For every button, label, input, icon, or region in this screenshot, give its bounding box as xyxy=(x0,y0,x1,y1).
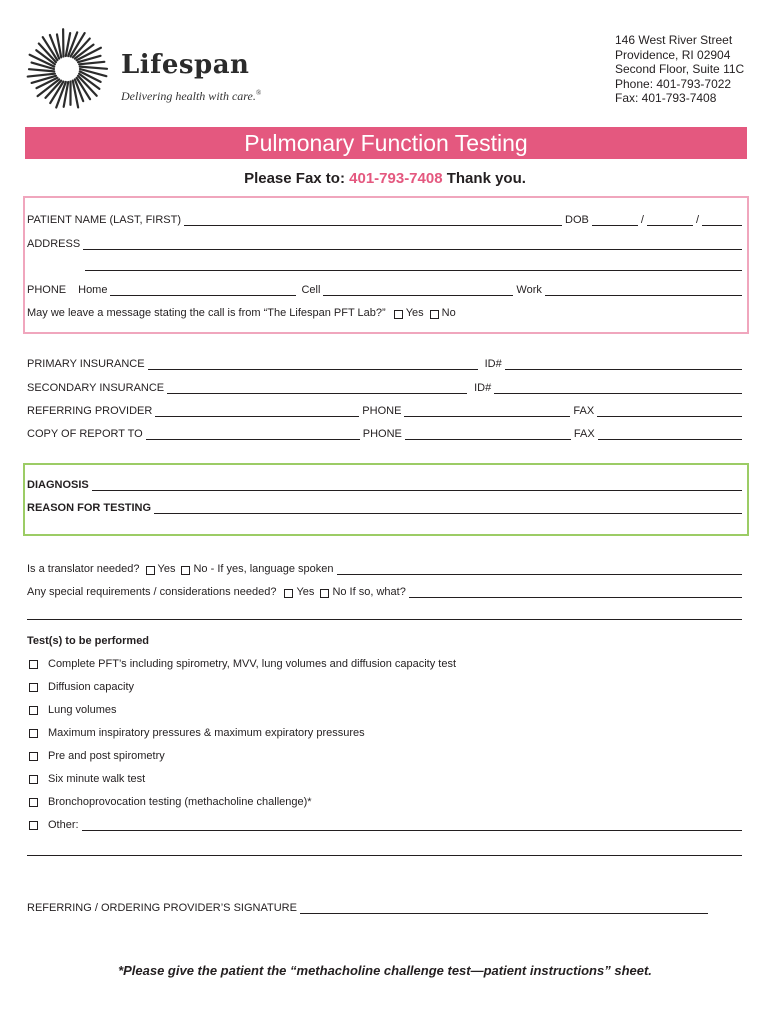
logo-ray xyxy=(80,67,107,69)
other-test-line2[interactable] xyxy=(27,855,742,856)
diagnosis-row: DIAGNOSIS xyxy=(27,477,742,491)
footnote: *Please give the patient the “methacholine challenge test—patient instructions” sheet. xyxy=(118,963,652,978)
language-field[interactable] xyxy=(337,564,742,575)
address-line: Second Floor, Suite 11C xyxy=(615,62,745,76)
test-item: Lung volumes xyxy=(27,704,117,716)
test-checkbox[interactable] xyxy=(29,683,38,692)
logo-ray xyxy=(28,74,55,77)
test-checkbox[interactable] xyxy=(29,729,38,738)
other-test-field[interactable] xyxy=(82,820,742,831)
work-phone-field[interactable] xyxy=(545,285,742,296)
reason-row: REASON FOR TESTING xyxy=(27,500,742,514)
special-requirements-line2[interactable] xyxy=(27,619,742,620)
secondary-id-field[interactable] xyxy=(494,383,742,394)
test-item-other: Other: xyxy=(27,819,742,831)
referring-fax-field[interactable] xyxy=(597,406,742,417)
signature-row: REFERRING / ORDERING PROVIDER’S SIGNATURE xyxy=(27,900,708,914)
address-line: 146 West River Street xyxy=(615,33,733,47)
test-checkbox[interactable] xyxy=(29,752,38,761)
address-row: ADDRESS xyxy=(27,236,742,250)
copy-phone-field[interactable] xyxy=(405,429,571,440)
address-field-line2[interactable] xyxy=(85,270,742,271)
test-checkbox[interactable] xyxy=(29,706,38,715)
test-checkbox[interactable] xyxy=(29,775,38,784)
phone-row: PHONE Home Cell Work xyxy=(27,282,742,296)
address-line: Providence, RI 02904 xyxy=(615,47,731,62)
test-item: Six minute walk test xyxy=(27,773,145,785)
translator-no-checkbox[interactable] xyxy=(181,566,190,575)
logo-ray xyxy=(29,69,54,71)
referring-provider-field[interactable] xyxy=(155,406,359,417)
dob-year-field[interactable] xyxy=(702,215,742,226)
fax-number: 401-793-7408 xyxy=(349,170,443,187)
reason-field[interactable] xyxy=(154,503,742,514)
dob-day-field[interactable] xyxy=(647,215,693,226)
message-no-checkbox[interactable] xyxy=(430,310,439,319)
page-title: Pulmonary Function Testing xyxy=(244,130,528,156)
address-phone: Phone: 401-793-7022 xyxy=(615,76,732,91)
patient-name-row: PATIENT NAME (LAST, FIRST) DOB / / xyxy=(27,212,742,226)
test-checkbox[interactable] xyxy=(29,798,38,807)
test-item: Bronchoprovocation testing (methacholine challenge)* xyxy=(27,796,312,808)
secondary-insurance-row: SECONDARY INSURANCE ID# xyxy=(27,380,742,394)
test-item: Complete PFT’s including spirometry, MVV, lung volumes and diffusion capacity test xyxy=(27,658,456,670)
dob-month-field[interactable] xyxy=(592,215,638,226)
message-yes-checkbox[interactable] xyxy=(394,310,403,319)
message-permission-row: May we leave a message stating the call is from “The Lifespan PFT Lab?” Yes No xyxy=(27,307,456,319)
test-item: Maximum inspiratory pressures & maximum expiratory pressures xyxy=(27,727,365,739)
referring-provider-row: REFERRING PROVIDER PHONE FAX xyxy=(27,403,742,417)
primary-insurance-row: PRIMARY INSURANCE ID# xyxy=(27,356,742,370)
fax-instruction: Please Fax to: 401-793-7408 Thank you. xyxy=(244,170,526,187)
special-yes-checkbox[interactable] xyxy=(284,589,293,598)
title-banner xyxy=(25,127,747,159)
brand-tagline: Delivering health with care.® xyxy=(121,89,262,103)
test-checkbox[interactable] xyxy=(29,660,38,669)
home-phone-field[interactable] xyxy=(110,285,296,296)
translator-row: Is a translator needed? Yes No - If yes, language spoken xyxy=(27,561,742,575)
special-no-checkbox[interactable] xyxy=(320,589,329,598)
address-field[interactable] xyxy=(83,239,742,250)
primary-id-field[interactable] xyxy=(505,359,742,370)
address-fax: Fax: 401-793-7408 xyxy=(615,91,717,105)
diagnosis-field[interactable] xyxy=(92,480,742,491)
logo-ray xyxy=(79,62,104,64)
contact-address xyxy=(615,33,744,106)
test-item: Pre and post spirometry xyxy=(27,750,165,762)
copy-report-field[interactable] xyxy=(146,429,360,440)
referring-phone-field[interactable] xyxy=(404,406,570,417)
tests-heading: Test(s) to be performed xyxy=(27,635,150,647)
copy-report-row: COPY OF REPORT TO PHONE FAX xyxy=(27,426,742,440)
test-item: Diffusion capacity xyxy=(27,681,134,693)
primary-insurance-field[interactable] xyxy=(148,359,478,370)
translator-yes-checkbox[interactable] xyxy=(146,566,155,575)
special-requirements-field[interactable] xyxy=(409,587,742,598)
secondary-insurance-field[interactable] xyxy=(167,383,467,394)
test-checkbox[interactable] xyxy=(29,821,38,830)
patient-name-field[interactable] xyxy=(184,215,562,226)
special-requirements-row: Any special requirements / considerations needed? Yes No If so, what? xyxy=(27,584,742,598)
signature-field[interactable] xyxy=(300,903,708,914)
brand-name: Lifespan xyxy=(121,50,250,80)
cell-phone-field[interactable] xyxy=(323,285,513,296)
copy-fax-field[interactable] xyxy=(598,429,742,440)
